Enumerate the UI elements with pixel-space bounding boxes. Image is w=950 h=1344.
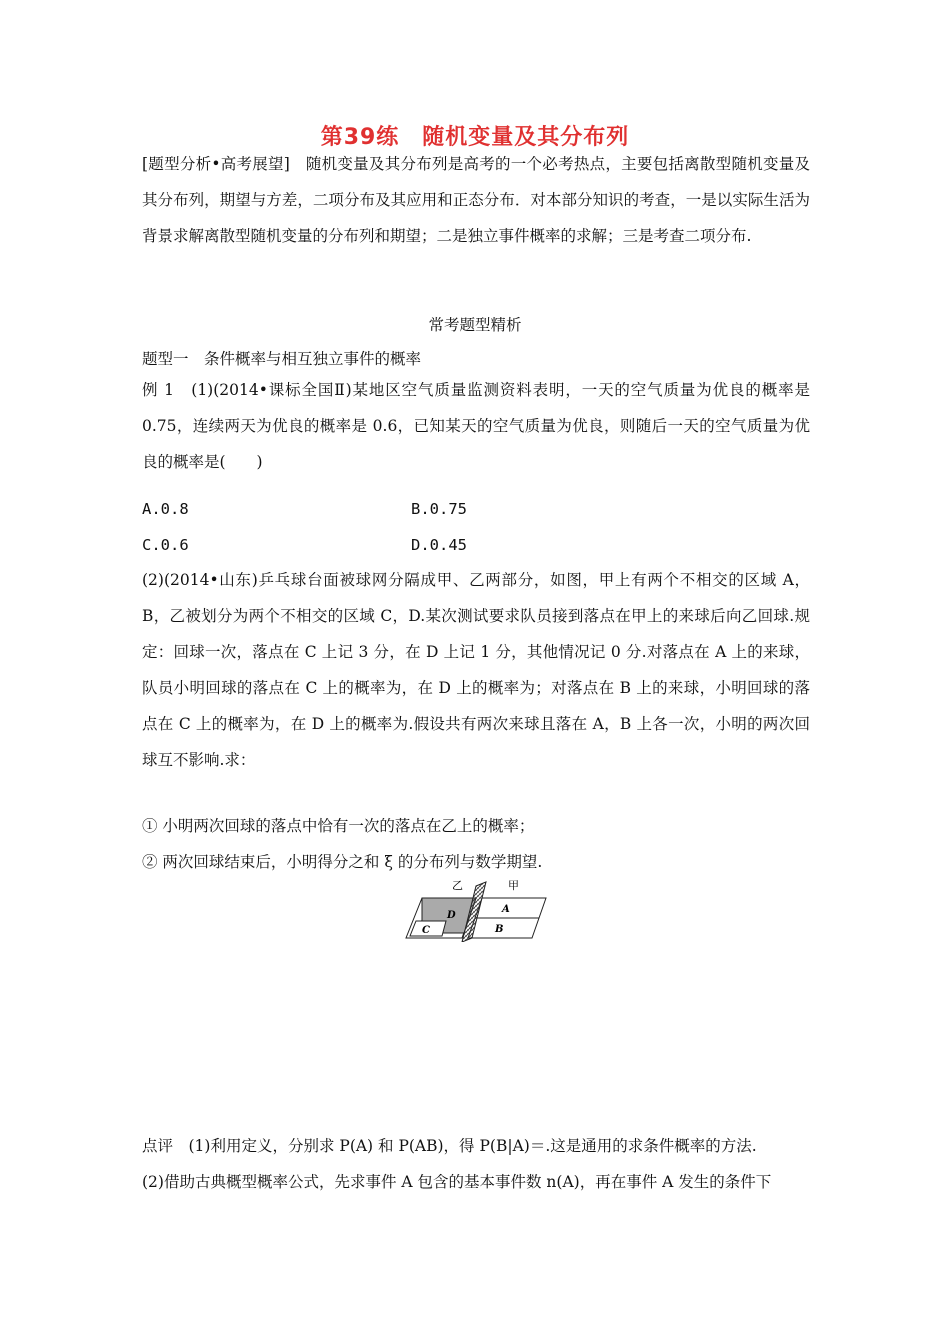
example1-part2: (2)(2014•山东)乒乓球台面被球网分隔成甲、乙两部分，如图，甲上有两个不相交的区域 A，B，乙被划分为两个不相交的区域 C，D.某次测试要求队员接到落点在甲上的来球后向乙回球.规定：回球一次，落点在 C 上记 3 分，在 D 上记 1 分，其他情况记 0 分.对落点在 A 上的来球，队员小明回球的落点在 C 上的概率为，在 D 上的概率为；对落点在 B 上的来球，小明回球的落点在 C 上的概率为，在 D 上的概率为.假设共有两次来球且落在 A，B 上各一次，小明的两次回球互不影响.求： xyxy=(142,571,810,769)
page-title: 第39练 随机变量及其分布列 xyxy=(320,125,630,150)
option-b: B.0.75 xyxy=(411,500,467,518)
type1-title: 题型一 条件概率与相互独立事件的概率 xyxy=(142,350,422,368)
question-1: ① 小明两次回球的落点中恰有一次的落点在乙上的概率； xyxy=(142,817,535,835)
option-a: A.0.8 xyxy=(142,500,189,518)
comment-line-2: (2)借助古典概型概率公式，先求事件 A 包含的基本事件数 n(A)，再在事件 A 发生的条件下 xyxy=(142,1173,772,1191)
intro-paragraph xyxy=(142,146,810,254)
label-yi: 乙 xyxy=(452,879,463,892)
label-d: D xyxy=(447,910,456,921)
section-title: 常考题型精析 xyxy=(428,316,522,334)
label-a: A xyxy=(502,904,510,915)
question-2: ② 两次回球结束后，小明得分之和 ξ 的分布列与数学期望. xyxy=(142,853,543,871)
example1-part1: 例 1 (1)(2014•课标全国Ⅱ)某地区空气质量监测资料表明，一天的空气质量为优良的概率是 0.75，连续两天为优良的概率是 0.6，已知某天的空气质量为优良，则随后一天的空气质量为优良的概率是( ) xyxy=(142,381,810,471)
intro-tag: [题型分析•高考展望] xyxy=(142,155,290,173)
label-b: B xyxy=(495,924,504,935)
intro-text: 随机变量及其分布列是高考的一个必考热点，主要包括离散型随机变量及其分布列，期望与方差，二项分布及其应用和正态分布．对本部分知识的考查，一是以实际生活为背景求解离散型随机变量的分布列和期望；二是独立事件概率的求解；三是考查二项分布. xyxy=(142,155,810,245)
comment-line-1: 点评 (1)利用定义，分别求 P(A) 和 P(AB)，得 P(B|A)＝.这是通用的求条件概率的方法. xyxy=(142,1137,757,1155)
label-jia: 甲 xyxy=(508,879,519,892)
ping-pong-table-figure xyxy=(400,878,550,942)
option-d: D.0.45 xyxy=(411,536,467,554)
label-c: C xyxy=(422,925,430,936)
option-c: C.0.6 xyxy=(142,536,189,554)
